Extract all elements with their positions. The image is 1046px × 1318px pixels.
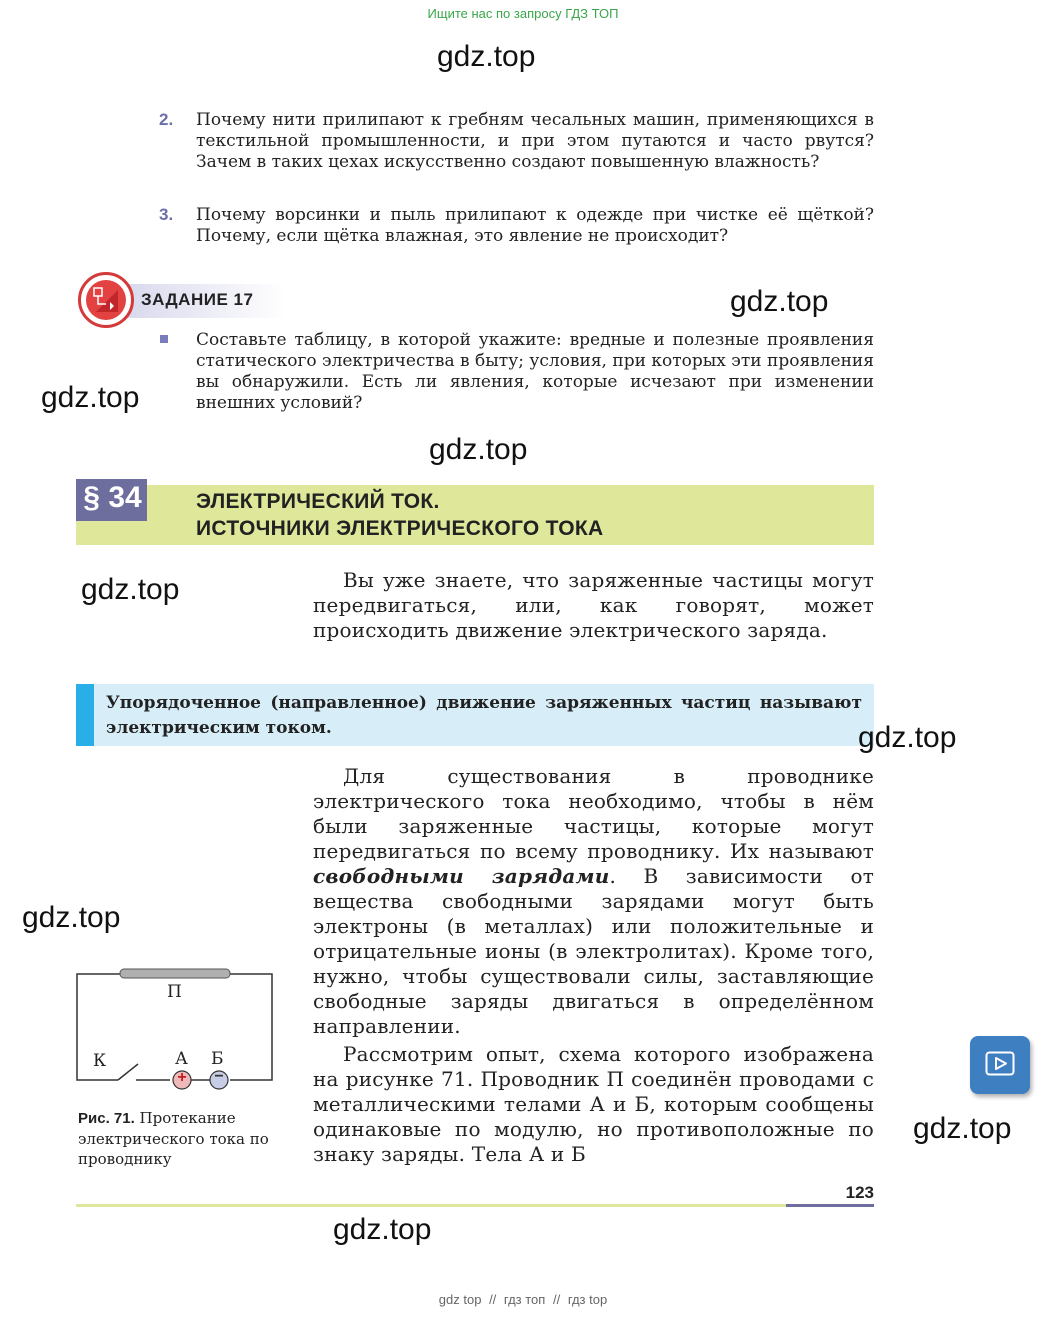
figure-caption <box>78 1108 288 1169</box>
question-number: 2. <box>159 110 174 129</box>
conductor-label: П <box>167 982 182 1002</box>
task-badge <box>78 272 134 328</box>
watermark: gdz.top <box>913 1112 1012 1145</box>
question-number: 3. <box>159 205 174 224</box>
paragraph-number: § 34 <box>83 481 142 514</box>
body-a-label: А <box>175 1049 188 1069</box>
footer-line <box>76 1204 786 1207</box>
link-separator: // <box>489 1292 497 1307</box>
term-emphasis: свободными зарядами <box>313 864 610 888</box>
watermark: gdz.top <box>437 40 536 73</box>
definition-text: Упорядоченное (направленное) движение заряженных частиц называют электрическим током. <box>106 693 862 738</box>
body-paragraph-2: Рассмотрим опыт, схема которого изображена на рисунке 71. Проводник П соединён проводами с металлическими телами А и Б, которым сообщены одинаковые по модулю, но противоположные по знаку заряды. Тела А и Б <box>313 1042 874 1166</box>
plus-sign: + <box>177 1069 187 1086</box>
top-banner[interactable]: Ищите нас по запросу ГДЗ ТОП <box>427 6 619 21</box>
watermark: gdz.top <box>858 721 957 754</box>
intro-text: Вы уже знаете, что заряженные частицы могут передвигаться, или, как говорят, может происходить движение электрического заряда. <box>313 568 874 642</box>
watermark: gdz.top <box>22 901 121 934</box>
video-button[interactable] <box>970 1036 1030 1094</box>
page-number: 123 <box>845 1183 874 1202</box>
link-separator: // <box>552 1292 561 1307</box>
paragraph-title-line1: ЭЛЕКТРИЧЕСКИЙ ТОК. <box>196 490 440 513</box>
caption-label: Рис. 71. <box>78 1110 135 1127</box>
bottom-link[interactable]: gdz top <box>438 1292 482 1307</box>
question-text: Почему ворсинки и пыль прилипают к одежде при чистке её щёткой? Почему, если щётка влажная, это явление не происходит? <box>196 205 874 246</box>
play-icon <box>985 1051 1015 1079</box>
bottom-link[interactable]: гдз топ <box>503 1292 546 1307</box>
body-paragraph <box>313 764 874 1039</box>
watermark: gdz.top <box>730 285 829 318</box>
caption-text: Протекание электрического тока по проводнику <box>78 1109 269 1168</box>
task-title: ЗАДАНИЕ 17 <box>141 290 254 309</box>
watermark: gdz.top <box>41 381 140 414</box>
watermark: gdz.top <box>81 573 180 606</box>
bottom-link[interactable]: гдз top <box>567 1292 608 1307</box>
bottom-links <box>0 1292 1046 1307</box>
question-text: Почему нити прилипают к гребням чесальных машин, применяющихся в текстильной промышленности, и при этом путаются и часто рвутся? Зачем в таких цехах искусственно создают повышенную влажность? <box>196 110 874 172</box>
paragraph-title <box>196 488 603 542</box>
body-text: . В зависимости от вещества свободными зарядами могут быть электроны (в металлах) или положительные и отрицательные ионы (в электролитах). Кроме того, нужно, чтобы существовали силы, заставляющие свободные заряды двигаться в определённом направлении. <box>313 864 874 1038</box>
watermark: gdz.top <box>429 433 528 466</box>
footer-line-accent <box>786 1204 874 1207</box>
task-icon <box>86 280 126 320</box>
minus-sign: − <box>214 1068 224 1085</box>
watermark: gdz.top <box>333 1213 432 1246</box>
body-text: Для существования в проводнике электрического тока необходимо, чтобы в нём были заряженные частицы, которые могут передвигаться по всему проводнику. Их называют <box>313 764 874 863</box>
definition-bar <box>76 684 94 746</box>
paragraph-title-line2: ИСТОЧНИКИ ЭЛЕКТРИЧЕСКОГО ТОКА <box>196 517 604 540</box>
task-text: Составьте таблицу, в которой укажите: вредные и полезные проявления статического электричества в быту; условия, при которых эти проявления вы обнаружили. Есть ли явления, которые исчезают при изменении внешних условий? <box>196 330 874 413</box>
key-label: К <box>93 1051 107 1071</box>
body-b-label: Б <box>211 1049 224 1069</box>
bullet-icon <box>160 335 168 343</box>
